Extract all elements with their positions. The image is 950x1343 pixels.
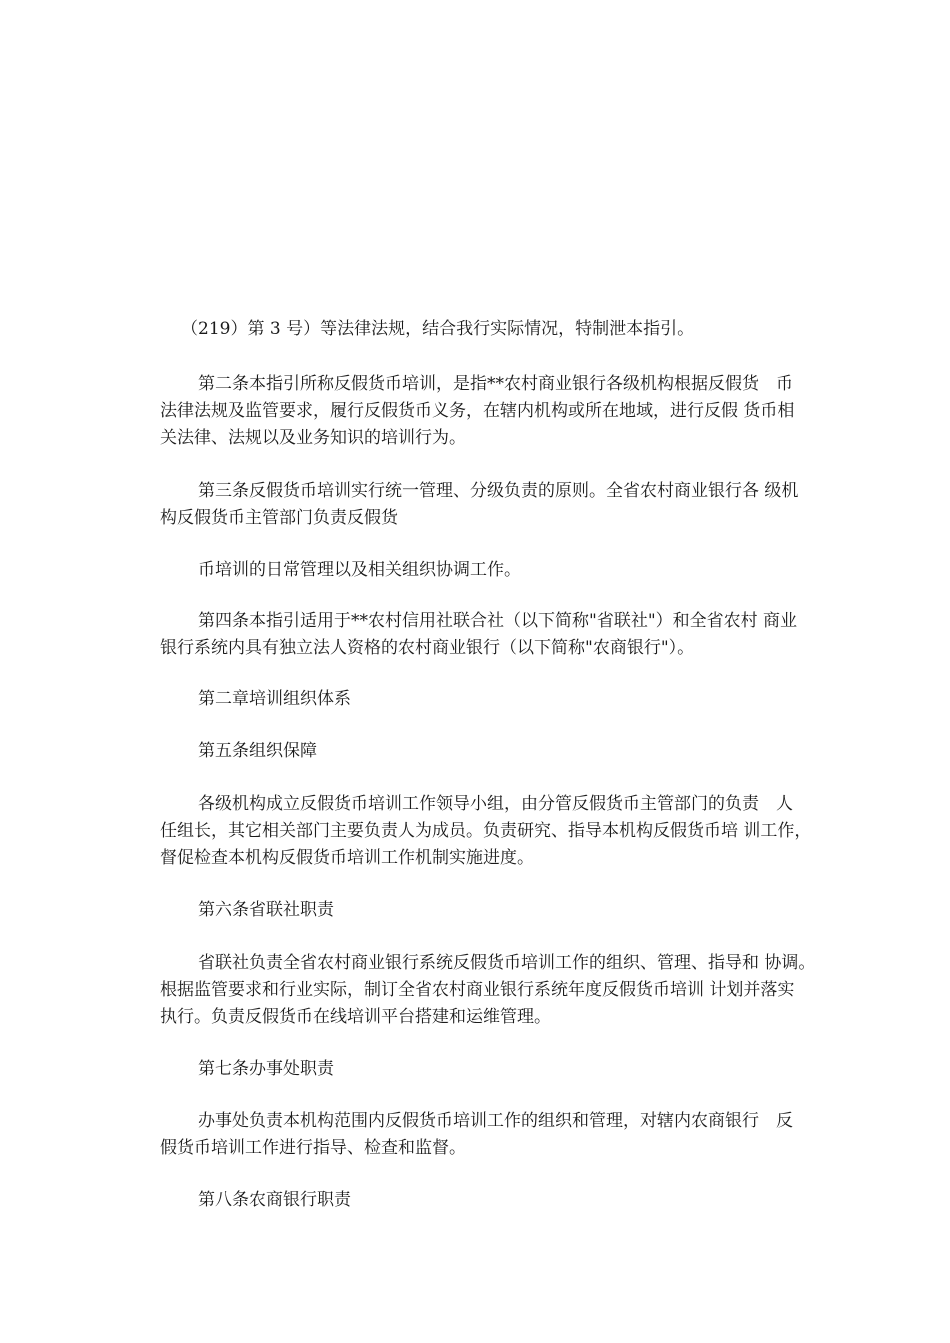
text-line: 办事处负责本机构范围内反假货币培训工作的组织和管理，对辖内农商银行 反: [198, 1111, 793, 1131]
article-heading: 第五条组织保障: [198, 741, 317, 761]
text-line: 任组长，其它相关部门主要负责人为成员。负责研究、指导本机构反假货币培 训工作，: [160, 821, 812, 841]
text-line: 根据监管要求和行业实际，制订全省农村商业银行系统年度反假货币培训 计划并落实: [160, 980, 795, 1000]
text-line: 省联社负责全省农村商业银行系统反假货币培训工作的组织、管理、指导和 协调。: [198, 953, 816, 973]
text-line: 各级机构成立反假货币培训工作领导小组，由分管反假货币主管部门的负责 人: [198, 794, 793, 814]
text-line: 银行系统内具有独立法人资格的农村商业银行（以下简称"农商银行"）。: [160, 638, 695, 658]
text-line: 第二条本指引所称反假货币培训，是指**农村商业银行各级机构根据反假货 币: [198, 374, 793, 394]
text-line: （219）第 3 号）等法律法规，结合我行实际情况，特制泄本指引。: [181, 319, 695, 339]
article-heading: 第七条办事处职责: [198, 1059, 334, 1079]
article-heading: 第六条省联社职责: [198, 900, 334, 920]
text-line: 第四条本指引适用于**农村信用社联合社（以下简称"省联社"）和全省农村 商业: [198, 611, 798, 631]
article-heading: 第八条农商银行职责: [198, 1190, 351, 1210]
text-line: 币培训的日常管理以及相关组织协调工作。: [198, 560, 521, 580]
text-line: 关法律、法规以及业务知识的培训行为。: [160, 428, 466, 448]
text-line: 法律法规及监管要求，履行反假货币义务，在辖内机构或所在地域，进行反假 货币相: [160, 401, 795, 421]
text-line: 构反假货币主管部门负责反假货: [160, 508, 398, 528]
text-line: 假货币培训工作进行指导、检查和监督。: [160, 1138, 466, 1158]
section-heading: 第二章培训组织体系: [198, 689, 351, 709]
text-line: 执行。负责反假货币在线培训平台搭建和运维管理。: [160, 1007, 551, 1027]
text-line: 第三条反假货币培训实行统一管理、分级负责的原则。全省农村商业银行各 级机: [198, 481, 799, 501]
text-line: 督促检查本机构反假货币培训工作机制实施进度。: [160, 848, 534, 868]
